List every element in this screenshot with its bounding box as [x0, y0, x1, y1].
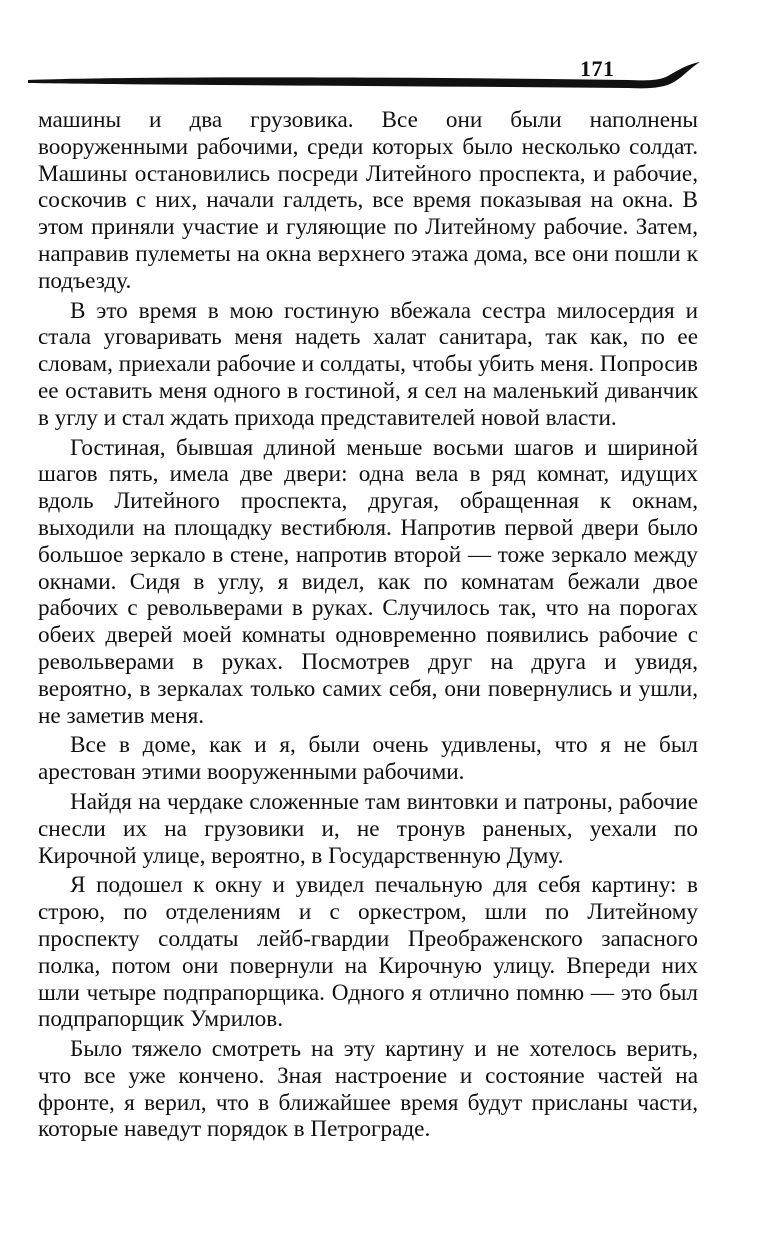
paragraph-6: Я подошел к окну и увидел печальную для себя картину: в строю, по отделениям и с оркестром, шли по Литейному проспекту солдаты лейб-гвардии Преображенского запасного полка, потом они повернули на Кирочную улицу. Впереди них шли четыре подпрапорщика. Одного я отлично помню — это был подпрапорщик Умрилов.: [38, 872, 698, 1033]
body-text: [38, 107, 698, 1146]
paragraph-3: Гостиная, бывшая длиной меньше восьми шагов и шириной шагов пять, имела две двери: одна вела в ряд комнат, идущих вдоль Литейного проспекта, другая, обращенная к окнам, выходили на площадку вестибюля. Напротив первой двери было большое зеркало в стене, напротив второй — тоже зеркало между окнами. Сидя в углу, я видел, как по комнатам бежали двое рабочих с револьверами в руках. Случилось так, что на порогах обеих дверей моей комнаты одновременно появились рабочие с револьверами в руках. Посмотрев друг на друга и увидя, вероятно, в зеркалах только самих себя, они повернулись и ушли, не заметив меня.: [38, 434, 698, 729]
page-number: 171: [580, 56, 615, 81]
page-header: [28, 50, 700, 96]
paragraph-2: В это время в мою гостиную вбежала сестра милосердия и стала уговаривать меня надеть халат санитара, так как, по ее словам, приехали рабочие и солдаты, чтобы убить меня. Попросив ее оставить меня одного в гостиной, я сел на маленький диванчик в углу и стал ждать прихода представителей новой власти.: [38, 297, 698, 431]
paragraph-5: Найдя на чердаке сложенные там винтовки и патроны, рабочие снесли их на грузовики и, не тронув раненых, уехали по Кирочной улице, вероятно, в Государственную Думу.: [38, 788, 698, 869]
paragraph-1: машины и два грузовика. Все они были наполнены вооруженными рабочими, среди которых было несколько солдат. Машины остановились посреди Литейного проспекта, и рабочие, соскочив с них, начали галдеть, все время показывая на окна. В этом приняли участие и гуляющие по Литейному рабочие. Затем, направив пулеметы на окна верхнего этажа дома, все они пошли к подъезду.: [38, 107, 698, 294]
paragraph-4: Все в доме, как и я, были очень удивлены, что я не был арестован этими вооруженными рабочими.: [38, 732, 698, 786]
paragraph-7: Было тяжело смотреть на эту картину и не хотелось верить, что все уже кончено. Зная настроение и состояние частей на фронте, я верил, что в ближайшее время будут присланы части, которые наведут порядок в Петрограде.: [38, 1036, 698, 1143]
